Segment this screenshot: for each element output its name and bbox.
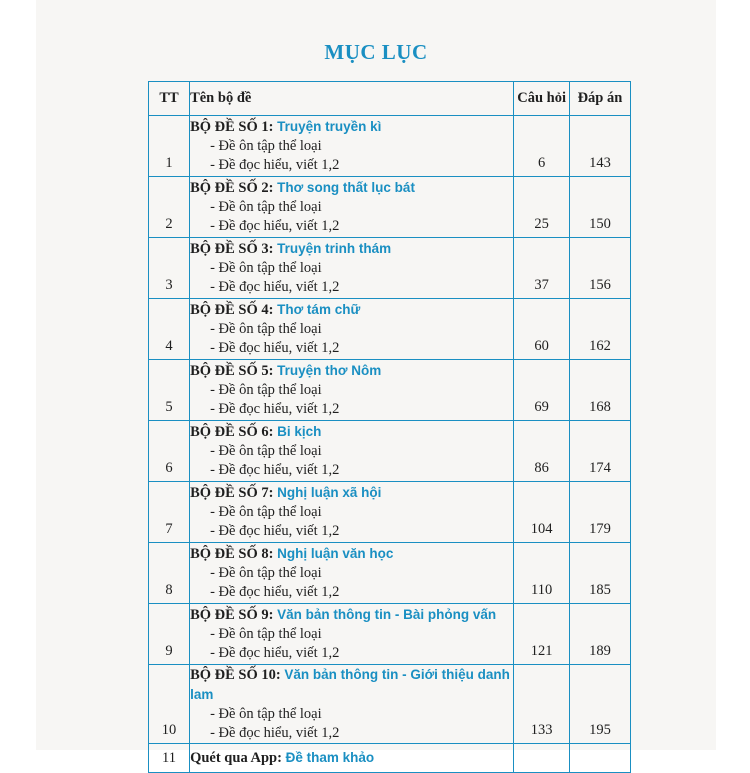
sub-item-review: - Đề ôn tập thể loại <box>190 198 513 217</box>
table-row <box>149 177 631 238</box>
toc-table <box>148 81 631 773</box>
row-topic: Thơ tám chữ <box>277 302 361 317</box>
row-tt: 8 <box>149 543 190 604</box>
row-questions: 104 <box>514 482 570 543</box>
row-topic: Thơ song thất lục bát <box>277 180 415 195</box>
sub-item-review: - Đề ôn tập thể loại <box>190 503 513 522</box>
header-questions: Câu hỏi <box>514 82 570 116</box>
row-label: Quét qua App: <box>190 750 282 766</box>
row-label: BỘ ĐỀ SỐ 5: <box>190 363 274 379</box>
row-name-cell <box>190 604 514 665</box>
row-questions: 60 <box>514 299 570 360</box>
table-row <box>149 360 631 421</box>
row-name-cell <box>190 744 514 773</box>
page-title: MỤC LỤC <box>324 40 428 64</box>
row-answers: 195 <box>569 665 630 744</box>
sub-item-review: - Đề ôn tập thể loại <box>190 564 513 583</box>
row-label: BỘ ĐỀ SỐ 3: <box>190 241 274 257</box>
sub-item-reading: - Đề đọc hiểu, viết 1,2 <box>190 522 513 541</box>
sub-item-review: - Đề ôn tập thể loại <box>190 381 513 400</box>
row-questions <box>514 744 570 773</box>
row-questions: 121 <box>514 604 570 665</box>
row-label: BỘ ĐỀ SỐ 4: <box>190 302 274 318</box>
row-tt: 9 <box>149 604 190 665</box>
sub-item-reading: - Đề đọc hiểu, viết 1,2 <box>190 583 513 602</box>
row-answers: 162 <box>569 299 630 360</box>
row-answers: 168 <box>569 360 630 421</box>
table-row <box>149 116 631 177</box>
row-answers: 156 <box>569 238 630 299</box>
sub-item-review: - Đề ôn tập thể loại <box>190 705 513 724</box>
row-tt: 3 <box>149 238 190 299</box>
sub-item-reading: - Đề đọc hiểu, viết 1,2 <box>190 644 513 663</box>
row-label: BỘ ĐỀ SỐ 10: <box>190 667 281 683</box>
sub-item-reading: - Đề đọc hiểu, viết 1,2 <box>190 217 513 236</box>
book-page <box>36 0 716 766</box>
row-tt: 5 <box>149 360 190 421</box>
row-tt: 7 <box>149 482 190 543</box>
row-name-cell <box>190 299 514 360</box>
row-answers: 189 <box>569 604 630 665</box>
row-answers: 150 <box>569 177 630 238</box>
row-answers: 174 <box>569 421 630 482</box>
row-topic: Văn bản thông tin - Giới thiệu danh lam <box>190 667 510 702</box>
row-name-cell <box>190 665 514 744</box>
header-name: Tên bộ đề <box>190 82 514 116</box>
row-tt: 6 <box>149 421 190 482</box>
sub-item-reading: - Đề đọc hiểu, viết 1,2 <box>190 339 513 358</box>
table-row <box>149 299 631 360</box>
row-topic: Truyện thơ Nôm <box>277 363 382 378</box>
sub-item-review: - Đề ôn tập thể loại <box>190 320 513 339</box>
table-row <box>149 421 631 482</box>
table-row <box>149 543 631 604</box>
row-topic: Văn bản thông tin - Bài phỏng vấn <box>277 607 497 622</box>
row-name-cell <box>190 482 514 543</box>
sub-item-reading: - Đề đọc hiểu, viết 1,2 <box>190 156 513 175</box>
row-topic: Truyện truyền kì <box>277 119 382 134</box>
header-answers: Đáp án <box>569 82 630 116</box>
row-name-cell <box>190 421 514 482</box>
sub-item-reading: - Đề đọc hiểu, viết 1,2 <box>190 278 513 297</box>
row-topic: Nghị luận xã hội <box>277 485 382 500</box>
row-topic: Đề tham khảo <box>285 750 375 765</box>
table-row <box>149 482 631 543</box>
table-row <box>149 238 631 299</box>
sub-item-review: - Đề ôn tập thể loại <box>190 442 513 461</box>
row-answers: 185 <box>569 543 630 604</box>
row-questions: 25 <box>514 177 570 238</box>
header-tt: TT <box>149 82 190 116</box>
row-name-cell <box>190 116 514 177</box>
row-name-cell <box>190 543 514 604</box>
row-topic: Truyện trinh thám <box>277 241 392 256</box>
row-tt: 4 <box>149 299 190 360</box>
row-name-cell <box>190 177 514 238</box>
table-row <box>149 604 631 665</box>
table-row <box>149 744 631 773</box>
row-label: BỘ ĐỀ SỐ 2: <box>190 180 274 196</box>
row-tt: 11 <box>149 744 190 773</box>
row-label: BỘ ĐỀ SỐ 8: <box>190 546 274 562</box>
row-questions: 37 <box>514 238 570 299</box>
row-topic: Bi kịch <box>277 424 322 439</box>
row-name-cell <box>190 238 514 299</box>
sub-item-reading: - Đề đọc hiểu, viết 1,2 <box>190 461 513 480</box>
row-answers: 143 <box>569 116 630 177</box>
row-tt: 10 <box>149 665 190 744</box>
row-questions: 6 <box>514 116 570 177</box>
row-label: BỘ ĐỀ SỐ 9: <box>190 607 274 623</box>
table-header-row <box>149 82 631 116</box>
table-row <box>149 665 631 744</box>
row-questions: 133 <box>514 665 570 744</box>
sub-item-review: - Đề ôn tập thể loại <box>190 137 513 156</box>
sub-item-reading: - Đề đọc hiểu, viết 1,2 <box>190 400 513 419</box>
row-tt: 2 <box>149 177 190 238</box>
row-tt: 1 <box>149 116 190 177</box>
row-label: BỘ ĐỀ SỐ 1: <box>190 119 274 135</box>
row-name-cell <box>190 360 514 421</box>
row-questions: 110 <box>514 543 570 604</box>
row-questions: 69 <box>514 360 570 421</box>
row-answers: 179 <box>569 482 630 543</box>
row-topic: Nghị luận văn học <box>277 546 394 561</box>
sub-item-review: - Đề ôn tập thể loại <box>190 259 513 278</box>
sub-item-review: - Đề ôn tập thể loại <box>190 625 513 644</box>
row-answers <box>569 744 630 773</box>
row-questions: 86 <box>514 421 570 482</box>
row-label: BỘ ĐỀ SỐ 6: <box>190 424 274 440</box>
sub-item-reading: - Đề đọc hiểu, viết 1,2 <box>190 724 513 743</box>
row-label: BỘ ĐỀ SỐ 7: <box>190 485 274 501</box>
